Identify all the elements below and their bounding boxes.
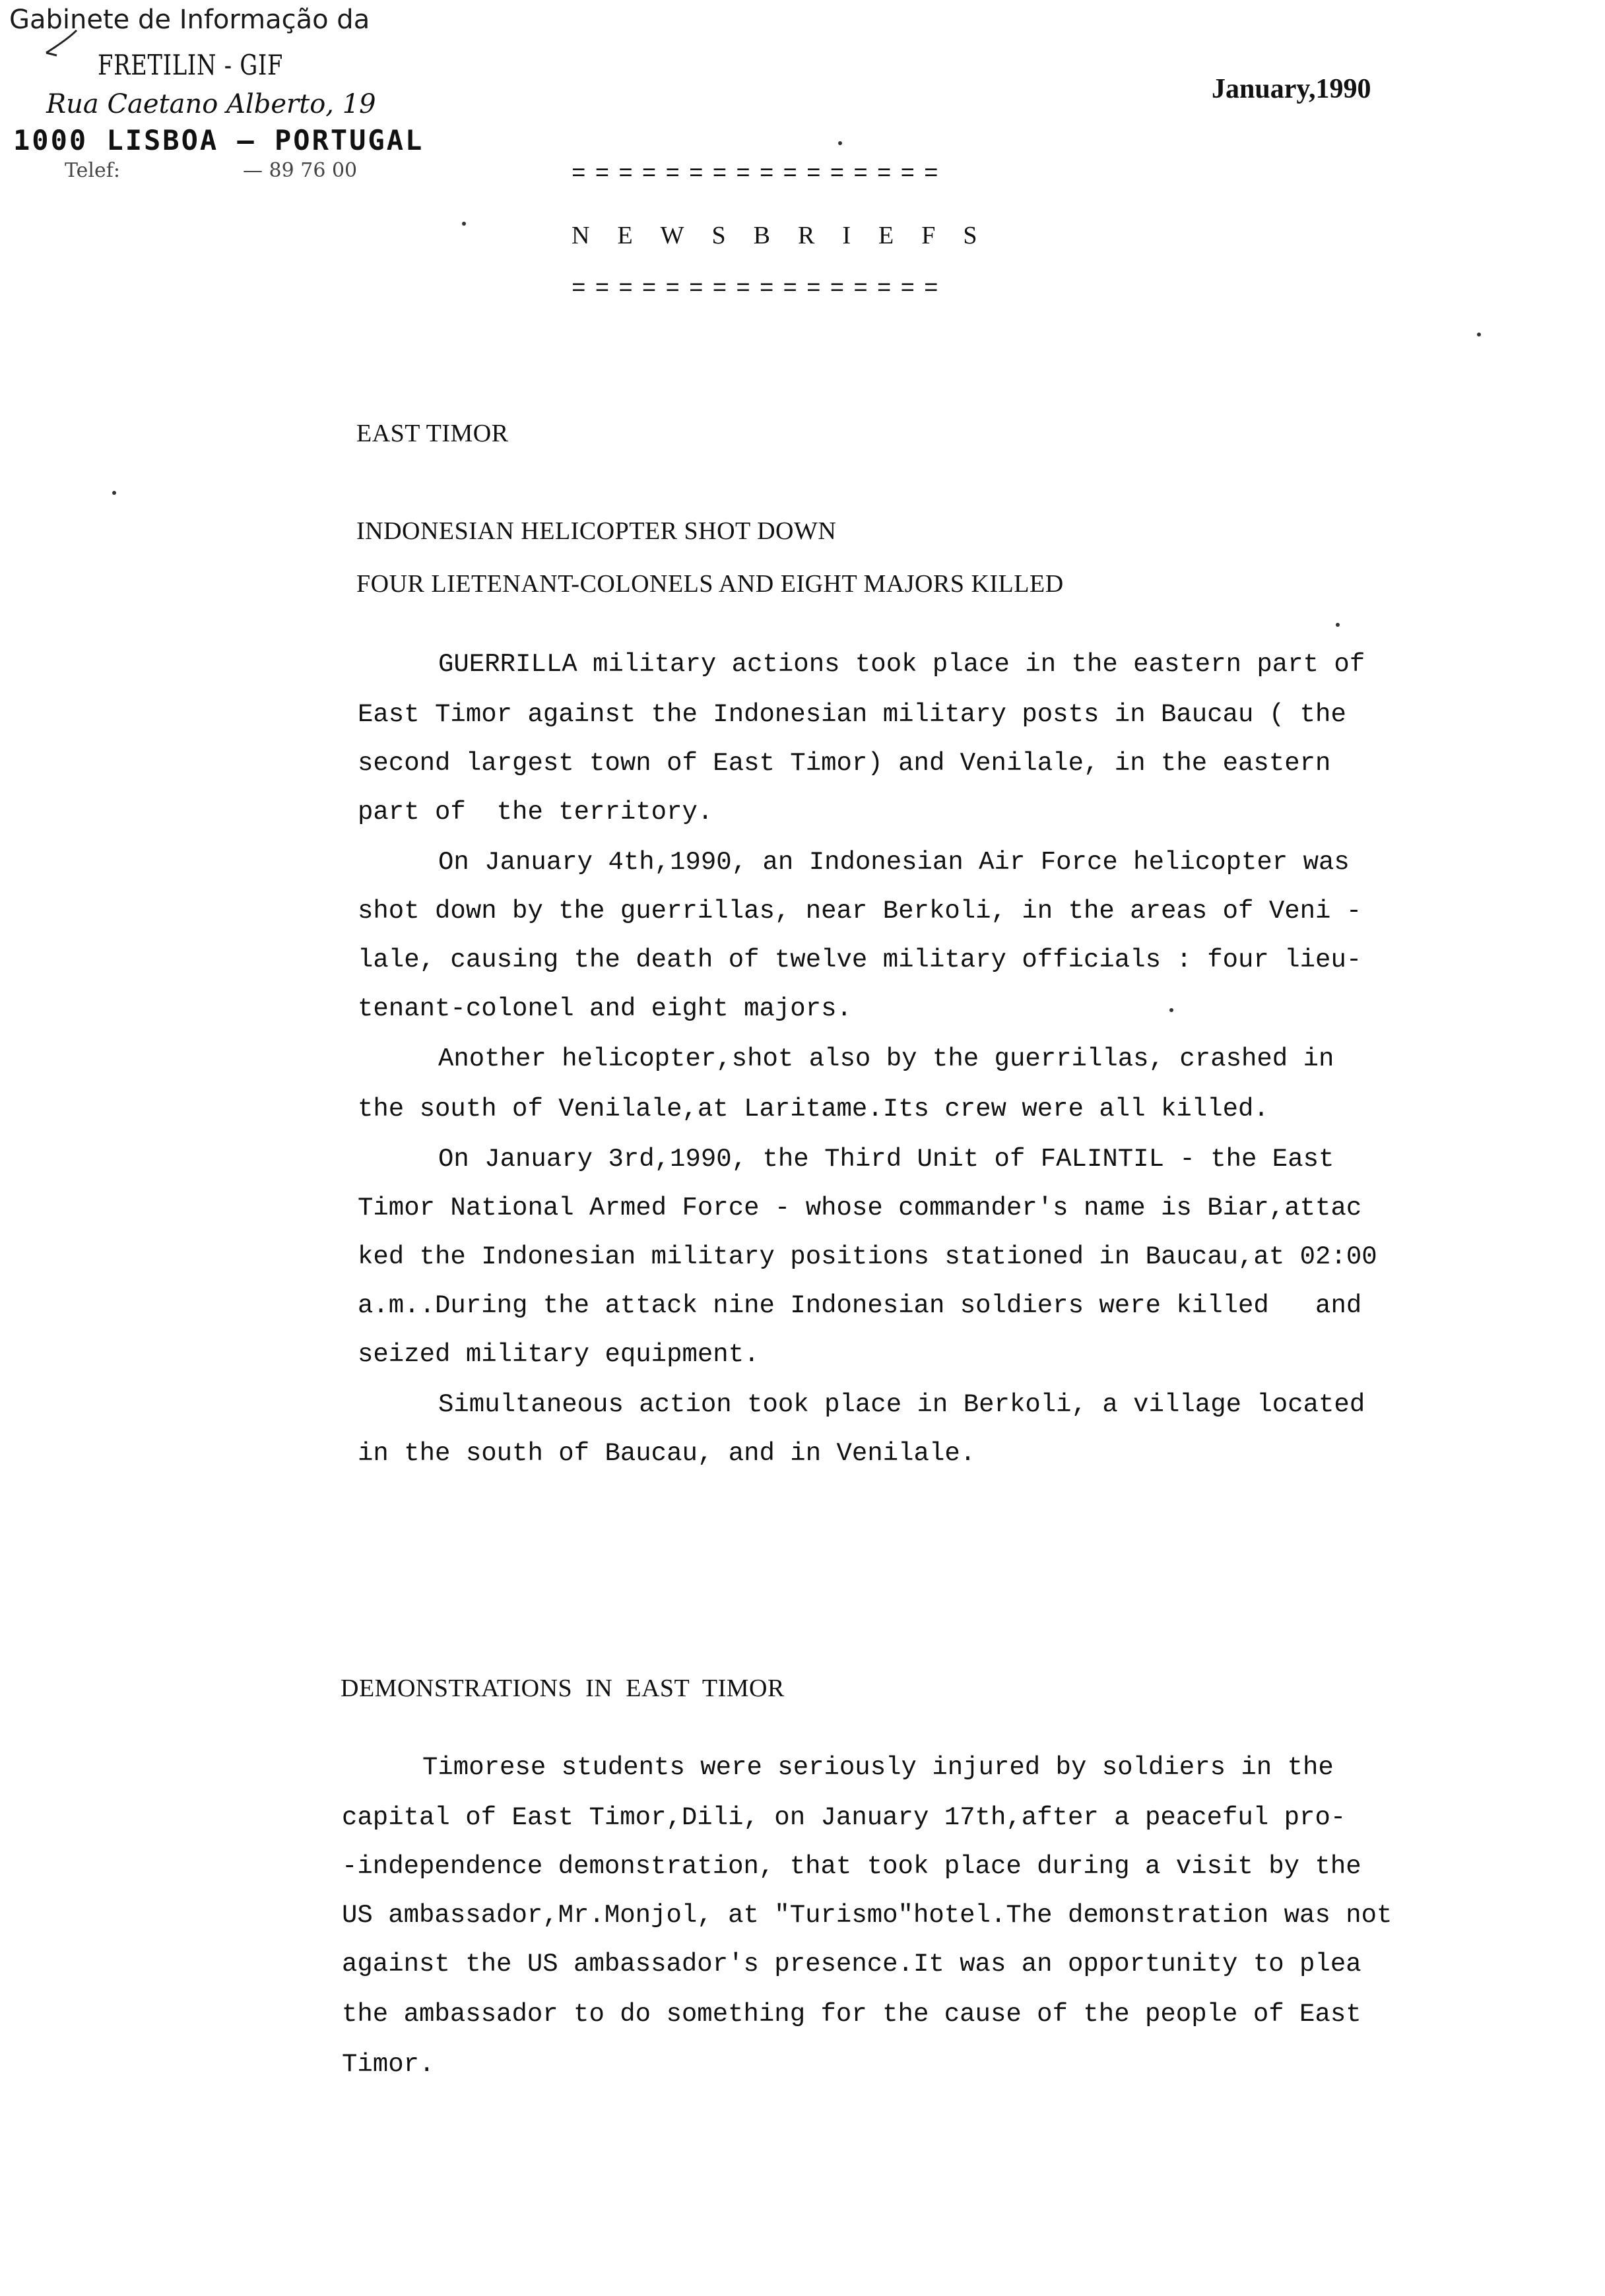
letterhead-organization: FRETILIN - GIF xyxy=(98,49,284,81)
paragraph-line: lale, causing the death of twelve military officials : four lieu- xyxy=(358,945,1362,974)
pen-stroke-mark xyxy=(37,26,83,66)
banner-title: NEWSBRIEFS xyxy=(572,222,1005,249)
paragraph-line: shot down by the guerrillas, near Berkoli, in the areas of Veni - xyxy=(358,897,1362,926)
document-date: January,1990 xyxy=(1212,74,1371,104)
paragraph-line: East Timor against the Indonesian military posts in Baucau ( the xyxy=(358,700,1346,729)
paragraph-line: On January 4th,1990, an Indonesian Air Force helicopter was xyxy=(438,848,1350,877)
letterhead-city: 1000 LISBOA — PORTUGAL xyxy=(13,124,424,156)
scan-speck xyxy=(838,141,842,145)
paragraph-line: US ambassador,Mr.Monjol, at "Turismo"hotel.The demonstration was not xyxy=(342,1901,1392,1930)
scan-speck xyxy=(462,222,466,226)
scan-speck xyxy=(112,491,116,495)
letterhead-tel-number: — 89 76 00 xyxy=(243,159,358,182)
paragraph-line: capital of East Timor,Dili, on January 17th,after a peaceful pro- xyxy=(342,1803,1346,1832)
paragraph-line: Timor National Armed Force - whose commander's name is Biar,attac xyxy=(358,1194,1362,1223)
paragraph-line: On January 3rd,1990, the Third Unit of FALINTIL - the East xyxy=(438,1145,1334,1174)
scan-speck xyxy=(1477,333,1481,336)
paragraph-line: in the south of Baucau, and in Venilale. xyxy=(358,1439,976,1468)
paragraph-line: Another helicopter,shot also by the guerrillas, crashed in xyxy=(438,1044,1334,1073)
headline-primary: INDONESIAN HELICOPTER SHOT DOWN xyxy=(356,517,837,545)
paragraph-line: seized military equipment. xyxy=(358,1340,760,1369)
paragraph-line: Timorese students were seriously injured by soldiers in the xyxy=(422,1753,1334,1782)
paragraph-line: ked the Indonesian military positions stationed in Baucau,at 02:00 xyxy=(358,1242,1377,1271)
paragraph-line: Timor. xyxy=(342,2050,435,2079)
scan-speck xyxy=(1336,623,1340,627)
paragraph-line: part of the territory. xyxy=(358,798,713,827)
banner-rule-bottom: ================ xyxy=(572,275,948,302)
scan-speck xyxy=(1169,1008,1173,1012)
letterhead-tel-label: Telef: xyxy=(65,159,120,182)
headline-secondary: FOUR LIETENANT-COLONELS AND EIGHT MAJORS KILLED xyxy=(356,570,1064,598)
section-heading: DEMONSTRATIONS IN EAST TIMOR xyxy=(341,1674,785,1702)
paragraph-line: Simultaneous action took place in Berkoli, a village located xyxy=(438,1390,1365,1419)
paragraph-line: against the US ambassador's presence.It was an opportunity to plea xyxy=(342,1950,1361,1979)
paragraph-line: a.m..During the attack nine Indonesian soldiers were killed and xyxy=(358,1291,1362,1320)
paragraph-line: GUERRILLA military actions took place in the eastern part of xyxy=(438,650,1365,679)
paragraph-line: second largest town of East Timor) and Venilale, in the eastern xyxy=(358,749,1331,778)
paragraph-line: the ambassador to do something for the cause of the people of East xyxy=(342,2000,1361,2029)
letterhead-street: Rua Caetano Alberto, 19 xyxy=(46,89,376,119)
letterhead-office: Gabinete de Informação da xyxy=(9,5,370,35)
paragraph-line: the south of Venilale,at Laritame.Its crew were all killed. xyxy=(358,1095,1269,1124)
section-region-label: EAST TIMOR xyxy=(356,420,509,447)
paragraph-line: tenant-colonel and eight majors. xyxy=(358,994,852,1023)
banner-rule-top: ================ xyxy=(572,160,948,187)
paragraph-line: -independence demonstration, that took place during a visit by the xyxy=(342,1852,1361,1881)
